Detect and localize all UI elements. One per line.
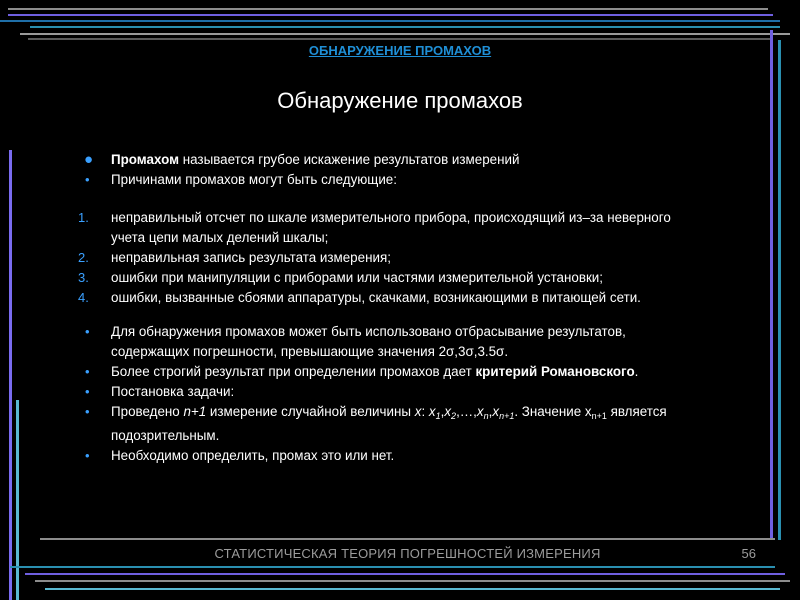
bullet-icon: • bbox=[85, 404, 90, 419]
bullet-icon: • bbox=[85, 324, 90, 339]
frame-bottom-line-4 bbox=[35, 580, 790, 582]
subscript: 2 bbox=[451, 411, 457, 421]
point-item-1 bbox=[78, 322, 698, 362]
point-text: Для обнаружения промахов может быть использовано отбрасывание результатов, содержащих погрешности, превышающие значения 2σ,3σ,3.5σ. bbox=[111, 324, 626, 359]
bullet-icon: • bbox=[85, 364, 90, 379]
spacer bbox=[78, 190, 698, 208]
header-link[interactable]: ОБНАРУЖЕНИЕ ПРОМАХОВ bbox=[308, 43, 492, 58]
frame-left-line-1 bbox=[9, 150, 12, 600]
var-x: x bbox=[492, 404, 500, 419]
frame-top-line-4 bbox=[30, 26, 780, 28]
frame-left-line-2 bbox=[16, 400, 19, 600]
bullet-icon: • bbox=[85, 384, 90, 399]
n-plus-1: n+1 bbox=[183, 404, 207, 419]
var-x: x bbox=[428, 404, 436, 419]
var-x: x bbox=[444, 404, 452, 419]
definition-text: называется грубое искажение результатов измерений bbox=[179, 152, 520, 167]
intro-item-causes bbox=[78, 170, 698, 190]
var-x: x bbox=[476, 404, 484, 419]
list-number: 3. bbox=[78, 270, 89, 285]
frame-top-line-3 bbox=[0, 20, 780, 22]
text-run: , bbox=[440, 404, 445, 419]
frame-bottom-line-3 bbox=[25, 573, 785, 575]
cause-text: неправильный отсчет по шкале измерительного прибора, происходящий из–за неверного учета цепи малых делений шкалы; bbox=[111, 210, 671, 245]
point-item-4 bbox=[78, 402, 698, 446]
footer-title: СТАТИСТИЧЕСКАЯ ТЕОРИЯ ПОГРЕШНОСТЕЙ ИЗМЕРЕНИЯ bbox=[214, 546, 601, 561]
point-end: . bbox=[634, 364, 639, 379]
point-text: Постановка задачи: bbox=[111, 384, 235, 399]
text-run: является подозрительным. bbox=[111, 404, 667, 443]
text-run: ,…, bbox=[456, 404, 477, 419]
point-item-2 bbox=[78, 362, 698, 382]
subscript: n+1 bbox=[591, 411, 607, 421]
cause-item-2 bbox=[78, 248, 698, 268]
cause-text: ошибки при манипуляции с приборами или частями измерительной установки; bbox=[111, 270, 604, 285]
cause-item-3 bbox=[78, 268, 698, 288]
point-text: Более строгий результат при определении промахов дает bbox=[111, 364, 476, 379]
spacer bbox=[78, 308, 698, 322]
bullet-icon: • bbox=[85, 448, 90, 463]
text-run: . Значение bbox=[514, 404, 585, 419]
subscript: 1 bbox=[435, 411, 441, 421]
subscript: n bbox=[483, 411, 489, 421]
causes-intro-text: Причинами промахов могут быть следующие: bbox=[111, 172, 397, 187]
cause-item-1 bbox=[78, 208, 698, 248]
cause-item-4 bbox=[78, 288, 698, 308]
cause-text: неправильная запись результата измерения; bbox=[111, 250, 391, 265]
var-x: x bbox=[414, 404, 422, 419]
page-title: Обнаружение промахов bbox=[277, 88, 523, 113]
list-number: 4. bbox=[78, 290, 89, 305]
list-number: 2. bbox=[78, 250, 89, 265]
cause-text: ошибки, вызванные сбоями аппаратуры, скачками, возникающими в питающей сети. bbox=[111, 290, 641, 305]
text-run: измерение случайной величины bbox=[206, 404, 415, 419]
page-number: 56 bbox=[741, 546, 756, 561]
slide-content bbox=[78, 150, 698, 466]
frame-bottom-line-2 bbox=[10, 566, 775, 568]
frame-top-line-6 bbox=[28, 38, 773, 40]
term-bold: Промахом bbox=[111, 152, 180, 167]
frame-right-line-2 bbox=[778, 40, 781, 540]
bullet-icon: • bbox=[85, 172, 90, 187]
frame-top-line-2 bbox=[8, 14, 773, 16]
text-run: Проведено bbox=[111, 404, 184, 419]
bullet-icon: ● bbox=[84, 151, 94, 168]
point-item-3 bbox=[78, 382, 698, 402]
text-run: : bbox=[421, 404, 429, 419]
point-text: Необходимо определить, промах это или нет. bbox=[111, 448, 395, 463]
var-x: x bbox=[584, 404, 592, 419]
intro-item-definition bbox=[78, 150, 698, 170]
text-run: , bbox=[488, 404, 493, 419]
list-number: 1. bbox=[78, 210, 89, 225]
frame-top-line-5 bbox=[20, 33, 790, 35]
frame-top-line-1 bbox=[8, 8, 768, 10]
criterion-bold: критерий Романовского bbox=[475, 364, 635, 379]
subscript: n+1 bbox=[499, 411, 515, 421]
frame-bottom-line-5 bbox=[45, 588, 780, 590]
point-item-5 bbox=[78, 446, 698, 466]
frame-bottom-line-1 bbox=[40, 538, 775, 540]
